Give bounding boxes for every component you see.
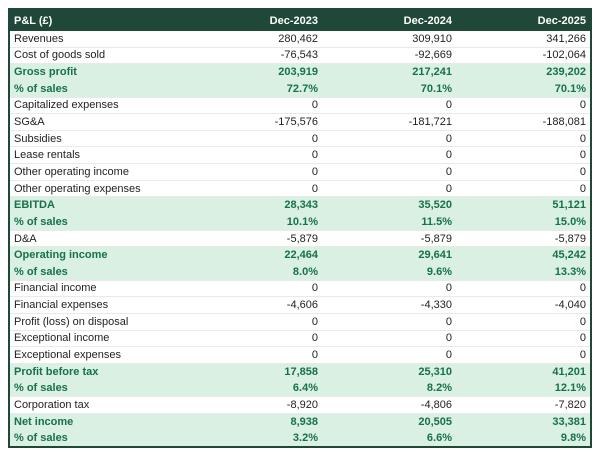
cell-value-dec-2025: 0	[579, 149, 586, 162]
table-row	[10, 429, 590, 446]
cell-value-dec-2023: 17,858	[284, 365, 318, 378]
column-header-dec-2025: Dec-2025	[537, 14, 586, 27]
pnl-table	[8, 8, 592, 448]
cell-value-dec-2023: 0	[311, 348, 318, 361]
cell-value-dec-2025: 0	[579, 348, 586, 361]
cell-value-dec-2023: 0	[311, 282, 318, 295]
cell-value-dec-2023: -76,543	[280, 49, 318, 62]
row-label: Net income	[14, 415, 74, 428]
row-label: % of sales	[14, 215, 68, 228]
cell-value-dec-2024: 0	[445, 99, 452, 112]
column-header-dec-2024: Dec-2024	[403, 14, 452, 27]
row-label: Exceptional income	[14, 332, 110, 345]
cell-value-dec-2023: 0	[311, 149, 318, 162]
table-row	[10, 363, 590, 380]
cell-value-dec-2023: 0	[311, 99, 318, 112]
row-label: Gross profit	[14, 66, 77, 79]
cell-value-dec-2025: 9.8%	[560, 432, 586, 445]
cell-value-dec-2025: 0	[579, 99, 586, 112]
cell-value-dec-2023: -4,606	[286, 299, 318, 312]
cell-value-dec-2023: 8,938	[290, 415, 318, 428]
cell-value-dec-2025: 0	[579, 182, 586, 195]
cell-value-dec-2024: 11.5%	[421, 215, 452, 228]
cell-value-dec-2024: 0	[445, 332, 452, 345]
cell-value-dec-2024: 25,310	[418, 365, 452, 378]
table-row	[10, 31, 590, 47]
row-label: Profit before tax	[14, 365, 99, 378]
cell-value-dec-2025: 15.0%	[554, 215, 586, 228]
row-label: % of sales	[14, 265, 68, 278]
cell-value-dec-2025: 0	[579, 132, 586, 145]
cell-value-dec-2023: 0	[311, 332, 318, 345]
cell-value-dec-2024: 0	[445, 348, 452, 361]
cell-value-dec-2023: 280,462	[278, 32, 318, 45]
table-row	[10, 113, 590, 130]
cell-value-dec-2025: 239,202	[546, 66, 586, 79]
cell-value-dec-2023: 0	[311, 182, 318, 195]
cell-value-dec-2024: -4,806	[420, 398, 452, 411]
cell-value-dec-2023: -8,920	[286, 398, 318, 411]
cell-value-dec-2025: 45,242	[552, 249, 586, 262]
row-label: Subsidies	[14, 132, 62, 145]
row-label: Exceptional expenses	[14, 348, 122, 361]
cell-value-dec-2025: -102,064	[542, 49, 586, 62]
cell-value-dec-2024: -181,721	[408, 116, 452, 129]
cell-value-dec-2023: 6.4%	[292, 382, 318, 395]
table-row	[10, 80, 590, 97]
cell-value-dec-2024: 70.1%	[420, 82, 452, 95]
cell-value-dec-2025: 0	[579, 332, 586, 345]
cell-value-dec-2025: 0	[579, 282, 586, 295]
row-label: % of sales	[14, 432, 68, 445]
cell-value-dec-2023: 8.0%	[292, 265, 318, 278]
cell-value-dec-2024: 35,520	[418, 199, 452, 212]
table-body	[10, 31, 590, 446]
cell-value-dec-2025: -188,081	[542, 116, 586, 129]
row-label: % of sales	[14, 382, 68, 395]
table-row	[10, 246, 590, 263]
table-row	[10, 63, 590, 80]
cell-value-dec-2025: -5,879	[554, 232, 586, 245]
table-row	[10, 396, 590, 413]
table-row	[10, 280, 590, 297]
cell-value-dec-2023: 22,464	[284, 249, 318, 262]
cell-value-dec-2025: 0	[579, 315, 586, 328]
cell-value-dec-2025: 70.1%	[554, 82, 586, 95]
cell-value-dec-2024: -92,669	[414, 49, 452, 62]
cell-value-dec-2024: 20,505	[418, 415, 452, 428]
cell-value-dec-2023: 0	[311, 132, 318, 145]
cell-value-dec-2024: 0	[445, 149, 452, 162]
cell-value-dec-2024: 0	[445, 182, 452, 195]
cell-value-dec-2023: 28,343	[284, 199, 318, 212]
table-row	[10, 230, 590, 247]
cell-value-dec-2024: 0	[445, 315, 452, 328]
cell-value-dec-2025: 13.3%	[554, 265, 586, 278]
column-header-dec-2023: Dec-2023	[269, 14, 318, 27]
table-row	[10, 330, 590, 347]
row-label: Corporation tax	[14, 398, 90, 411]
row-label: Revenues	[14, 32, 64, 45]
cell-value-dec-2024: 8.2%	[426, 382, 452, 395]
table-row	[10, 130, 590, 147]
table-row	[10, 163, 590, 180]
cell-value-dec-2023: 10.1%	[286, 215, 318, 228]
cell-value-dec-2023: 0	[311, 165, 318, 178]
row-label: % of sales	[14, 82, 68, 95]
row-label: Operating income	[14, 249, 108, 262]
table-row	[10, 213, 590, 230]
row-label: D&A	[14, 232, 37, 245]
cell-value-dec-2023: 3.2%	[292, 432, 318, 445]
cell-value-dec-2024: -5,879	[420, 232, 452, 245]
row-label: Capitalized expenses	[14, 99, 119, 112]
row-label: Cost of goods sold	[14, 49, 106, 62]
cell-value-dec-2025: 0	[579, 165, 586, 178]
cell-value-dec-2025: -7,820	[554, 398, 586, 411]
table-row	[10, 296, 590, 313]
table-row	[10, 379, 590, 396]
row-label: EBITDA	[14, 199, 55, 212]
cell-value-dec-2024: -4,330	[420, 299, 452, 312]
cell-value-dec-2024: 9.6%	[426, 265, 452, 278]
cell-value-dec-2025: 51,121	[552, 199, 586, 212]
row-label: Financial expenses	[14, 299, 109, 312]
table-row	[10, 180, 590, 197]
cell-value-dec-2025: 12.1%	[554, 382, 586, 395]
row-label: Other operating income	[14, 165, 129, 178]
table-row	[10, 97, 590, 114]
table-row	[10, 146, 590, 163]
cell-value-dec-2023: 203,919	[278, 66, 318, 79]
cell-value-dec-2025: 341,266	[546, 32, 586, 45]
cell-value-dec-2023: -175,576	[274, 116, 318, 129]
column-header-pnl-title: P&L (£)	[14, 14, 53, 27]
cell-value-dec-2024: 309,910	[412, 32, 452, 45]
row-label: Profit (loss) on disposal	[14, 315, 129, 328]
table-row	[10, 263, 590, 280]
cell-value-dec-2023: 72.7%	[286, 82, 318, 95]
cell-value-dec-2025: 41,201	[552, 365, 586, 378]
cell-value-dec-2024: 29,641	[418, 249, 452, 262]
cell-value-dec-2025: 33,381	[552, 415, 586, 428]
cell-value-dec-2024: 0	[445, 165, 452, 178]
table-row	[10, 313, 590, 330]
row-label: Financial income	[14, 282, 97, 295]
cell-value-dec-2024: 6.6%	[426, 432, 452, 445]
row-label: Other operating expenses	[14, 182, 141, 195]
cell-value-dec-2024: 217,241	[412, 66, 452, 79]
table-row	[10, 413, 590, 430]
cell-value-dec-2023: -5,879	[286, 232, 318, 245]
row-label: SG&A	[14, 116, 45, 129]
cell-value-dec-2024: 0	[445, 132, 452, 145]
table-row	[10, 47, 590, 64]
cell-value-dec-2025: -4,040	[554, 299, 586, 312]
table-row	[10, 196, 590, 213]
row-label: Lease rentals	[14, 149, 81, 162]
cell-value-dec-2024: 0	[445, 282, 452, 295]
table-header-row	[10, 10, 590, 31]
cell-value-dec-2023: 0	[311, 315, 318, 328]
table-row	[10, 346, 590, 363]
